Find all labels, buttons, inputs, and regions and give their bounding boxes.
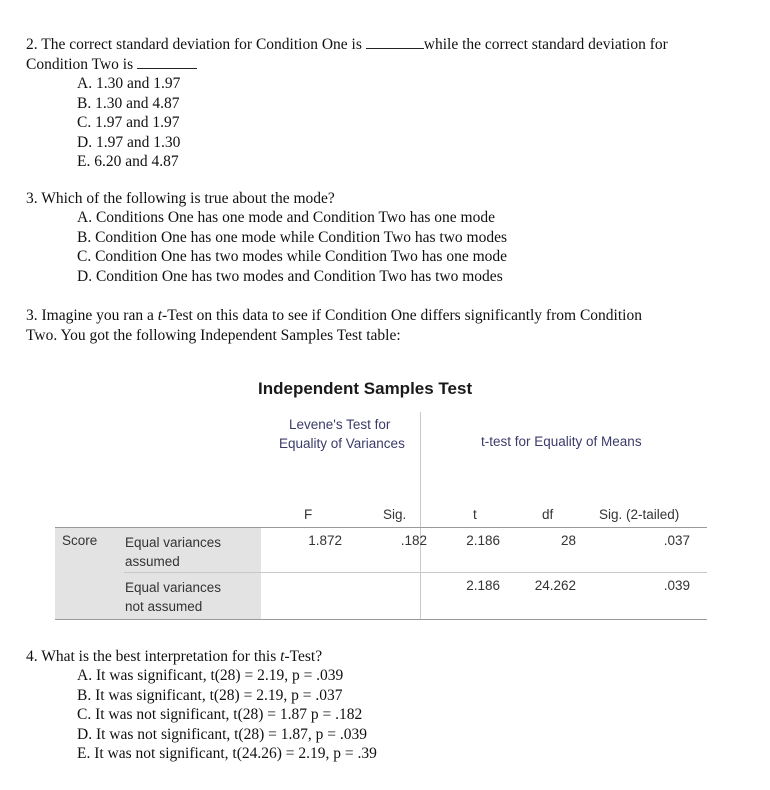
q3b-line1-pre: 3. Imagine you ran a <box>26 307 158 324</box>
q3b-line1-t: t <box>157 307 163 324</box>
header-divider <box>420 412 421 619</box>
q2-line2 <box>26 55 197 75</box>
row2-label-line2: not assumed <box>125 599 203 614</box>
row2-df: 24.262 <box>534 578 576 593</box>
q4-option-d[interactable]: D. It was not significant, t(28) = 1.87, p = .039 <box>77 725 367 743</box>
q4-text-pre: 4. What is the best interpretation for this <box>26 648 281 665</box>
q3b-line1-post: -Test on this data to see if Condition One differs significantly from Condition <box>162 307 642 324</box>
header-rule <box>55 527 707 528</box>
row1-sig: .182 <box>400 533 427 548</box>
q4-text-t: t <box>280 648 285 665</box>
q4-option-b[interactable]: B. It was significant, t(28) = 2.19, p = .037 <box>77 686 343 704</box>
col-header-sig: Sig. <box>383 507 407 522</box>
q4-text-post: -Test? <box>284 648 323 665</box>
row1-df: 28 <box>560 533 576 548</box>
row1-label-line1: Equal variances <box>125 535 222 550</box>
q4-option-c[interactable]: C. It was not significant, t(28) = 1.87 p = .182 <box>77 706 363 723</box>
levene-header <box>279 415 405 453</box>
table-title: Independent Samples Test <box>258 379 473 398</box>
levene-header-line2: Equality of Variances <box>279 436 405 451</box>
q3-options <box>77 208 507 286</box>
row2-label-line1: Equal variances <box>125 580 222 595</box>
q3b-line2: Two. You got the following Independent Samples Test table: <box>26 327 401 344</box>
row1-t: 2.186 <box>466 533 500 548</box>
q3-option-c[interactable]: C. Condition One has two modes while Condition Two has one mode <box>77 248 508 265</box>
q4-options <box>77 666 377 764</box>
q2-text-c: Condition Two is <box>26 56 134 73</box>
q2-options <box>77 74 180 172</box>
q2-blank-1 <box>366 48 424 49</box>
q2-text-a: 2. The correct standard deviation for Condition One is <box>26 36 362 53</box>
q3-option-a[interactable]: A. Conditions One has one mode and Condition Two has one mode <box>77 209 495 226</box>
col-header-df: df <box>542 507 554 522</box>
q4-option-a[interactable]: A. It was significant, t(28) = 2.19, p = .039 <box>77 667 344 684</box>
row1-f: 1.872 <box>308 533 342 548</box>
row2-label <box>125 578 221 616</box>
levene-header-line1: Levene's Test for <box>289 417 391 432</box>
q4-text <box>26 647 322 667</box>
q2-option-b[interactable]: B. 1.30 and 4.87 <box>77 94 180 112</box>
q3-option-d[interactable]: D. Condition One has two modes and Condition Two has two modes <box>77 267 503 285</box>
row2-sig2: .039 <box>663 578 690 593</box>
q4-option-e[interactable]: E. It was not significant, t(24.26) = 2.19, p = .39 <box>77 745 377 762</box>
row2-t: 2.186 <box>466 578 500 593</box>
row-rule <box>124 572 707 573</box>
q2-option-e[interactable]: E. 6.20 and 4.87 <box>77 153 179 170</box>
q2-text-b: while the correct standard deviation for <box>423 36 668 53</box>
q3-option-b[interactable]: B. Condition One has one mode while Condition Two has two modes <box>77 228 508 246</box>
row-group-label: Score <box>62 533 98 548</box>
q2-blank-2 <box>137 68 197 69</box>
q2-option-c[interactable]: C. 1.97 and 1.97 <box>77 114 180 131</box>
q2-option-a[interactable]: A. 1.30 and 1.97 <box>77 75 181 92</box>
q2-line1 <box>26 35 668 55</box>
row1-label-line2: assumed <box>125 554 180 569</box>
q3b-line1 <box>26 306 642 326</box>
row1-label <box>125 533 221 571</box>
q3-text: 3. Which of the following is true about the mode? <box>26 190 335 207</box>
q2-option-d[interactable]: D. 1.97 and 1.30 <box>77 133 181 151</box>
ttest-header: t-test for Equality of Means <box>481 434 642 449</box>
col-header-f: F <box>304 507 313 522</box>
bottom-rule <box>55 619 707 620</box>
col-header-sig2: Sig. (2-tailed) <box>599 507 680 522</box>
row1-sig2: .037 <box>663 533 690 548</box>
col-header-t: t <box>473 507 477 522</box>
